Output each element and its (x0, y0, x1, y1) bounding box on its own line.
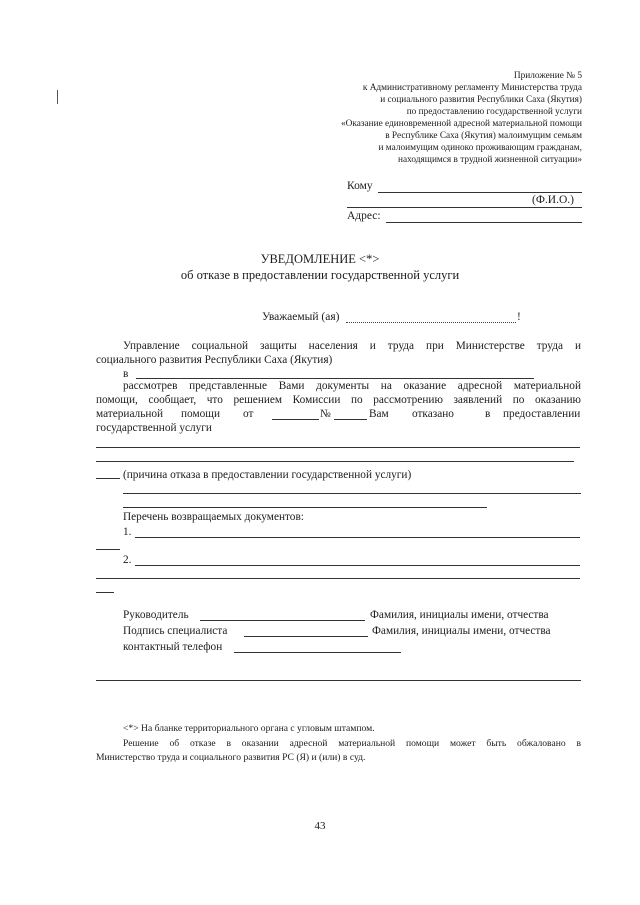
body-word: № (320, 408, 331, 420)
head-name-label: Фамилия, инициалы имени, отчества (370, 609, 549, 621)
document-item-number: 1. (123, 526, 132, 538)
document-item-line (96, 578, 580, 579)
notice-title: УВЕДОМЛЕНИЕ <*> (260, 252, 380, 266)
specialist-label: Подпись специалиста (123, 625, 228, 637)
greeting-label: Уважаемый (ая) (262, 311, 340, 323)
body-in-label: в (123, 368, 129, 380)
reason-line (123, 507, 487, 508)
address-label: Адрес: (347, 210, 381, 222)
document-item-number: 2. (123, 554, 132, 566)
reason-line (96, 461, 574, 462)
header-line: в Республике Саха (Якутия) малоимущим семьям (385, 131, 582, 141)
body-word: помощи (181, 408, 221, 420)
date-field-line (272, 419, 319, 420)
body-word: материальной (96, 408, 164, 420)
fio-label: (Ф.И.О.) (532, 194, 574, 206)
to-field-line (378, 192, 582, 193)
phone-field-line (234, 652, 401, 653)
greeting-end: ! (517, 311, 521, 323)
header-line: находящимся в трудной жизненной ситуации» (398, 155, 582, 165)
body-line: помощи, сообщает, что решением Комиссии по рассмотрению заявлений по оказанию (96, 394, 581, 406)
header-line: и малоимущим одиноко проживающим гражданам, (378, 143, 582, 153)
body-line: социального развития Республики Саха (Якутия) (96, 354, 333, 366)
header-line: «Оказание единовременной адресной материальной помощи (340, 119, 582, 129)
header-line: Приложение № 5 (513, 71, 582, 81)
phone-label: контактный телефон (123, 641, 223, 653)
footnote-1: <*> На бланке территориального органа с угловым штампом. (123, 723, 375, 734)
body-line: Управление социальной защиты населения и труда при Министерстве труда и (123, 340, 581, 352)
address-field-line (386, 222, 582, 223)
reason-line (123, 493, 581, 494)
head-label: Руководитель (123, 609, 189, 621)
head-signature-line (200, 620, 365, 621)
margin-mark (57, 90, 58, 104)
document-item-line-short (96, 592, 114, 593)
documents-heading: Перечень возвращаемых документов: (123, 511, 304, 523)
specialist-name-label: Фамилия, инициалы имени, отчества (372, 625, 551, 637)
footnote-separator (96, 680, 581, 681)
reason-line-short (96, 478, 120, 479)
body-word: в (485, 408, 491, 420)
header-line: по предоставлению государственной услуги (406, 107, 582, 117)
footnote-2-line-1: Решение об отказе в оказании адресной материальной помощи может быть обжаловано в (123, 738, 581, 749)
number-field-line (334, 419, 367, 420)
notice-subtitle: об отказе в предоставлении государственной услуги (180, 268, 460, 282)
greeting-name-line (346, 322, 516, 323)
body-line: рассмотрев представленные Вами документы на оказание адресной материальной (123, 380, 581, 392)
footnote-2-line-2: Министерство труда и социального развития РС (Я) и (или) в суд. (96, 752, 366, 763)
reason-label: (причина отказа в предоставлении государственной услуги) (123, 469, 412, 481)
page-number: 43 (314, 820, 326, 832)
fio-field-line (347, 207, 582, 208)
specialist-signature-line (244, 636, 368, 637)
header-line: к Административному регламенту Министерства труда (362, 83, 582, 93)
body-word: отказано (412, 408, 454, 420)
document-item-line (135, 537, 580, 538)
body-word: от (243, 408, 254, 420)
body-word: Вам (369, 408, 389, 420)
header-line: и социального развития Республики Саха (Якутия) (380, 95, 582, 105)
body-word: предоставлении (503, 408, 581, 420)
reason-line (96, 447, 580, 448)
document-item-line-short (96, 549, 120, 550)
document-item-line (135, 565, 580, 566)
to-label: Кому (347, 180, 373, 192)
body-line: государственной услуги (96, 422, 212, 434)
